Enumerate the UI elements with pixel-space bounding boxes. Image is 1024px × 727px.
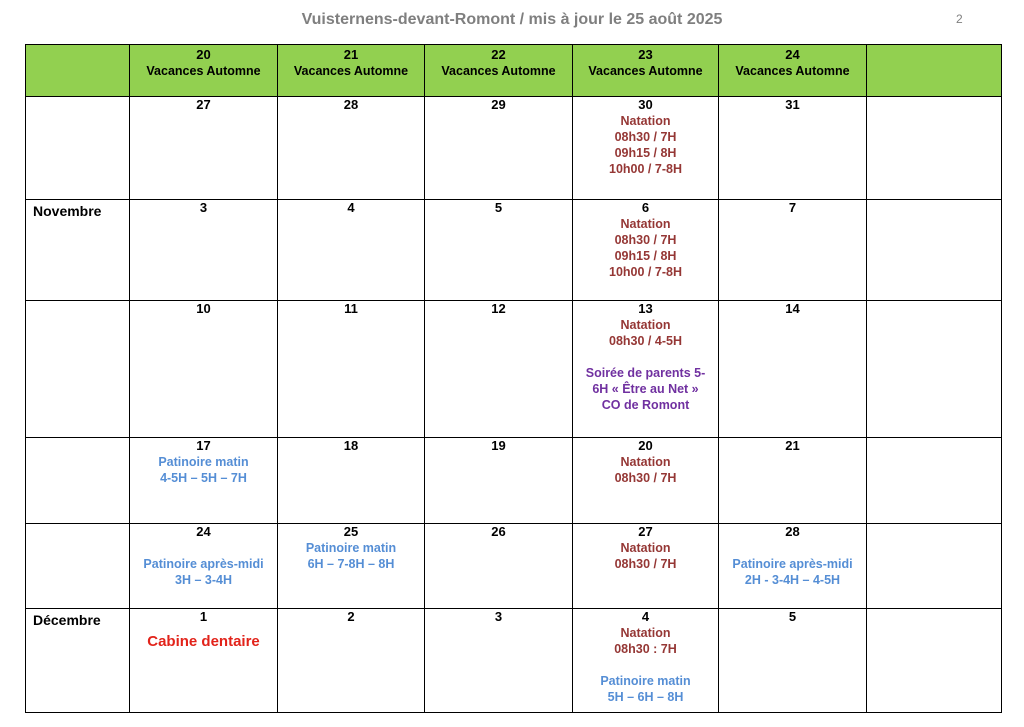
event-title: Patinoire matin (305, 541, 397, 555)
day-number: 4 (641, 609, 650, 624)
day-number: 19 (491, 438, 506, 453)
day-number: 28 (343, 97, 359, 112)
day-cell (425, 200, 573, 301)
day-number: 18 (343, 438, 359, 453)
day-number: 11 (344, 301, 358, 316)
day-number: 3 (199, 200, 208, 215)
natation-event (573, 113, 718, 177)
event-line: CO de Romont (601, 398, 690, 412)
empty-cell (867, 524, 1002, 609)
event-line: Soirée de parents 5- (585, 366, 706, 380)
day-number: 22 (491, 47, 506, 62)
day-number: 20 (638, 438, 653, 453)
event-line: 08h30 / 7H (614, 471, 677, 485)
event-title: Patinoire après-midi (732, 557, 853, 571)
day-number: 4 (347, 200, 355, 215)
week-row (26, 97, 1002, 200)
day-number: 6 (641, 200, 650, 215)
day-cell (573, 301, 719, 438)
skating-event (278, 540, 424, 572)
day-cell (425, 301, 573, 438)
day-number: 25 (343, 524, 359, 539)
empty-cell (867, 438, 1002, 524)
skating-event (130, 556, 277, 588)
day-cell (278, 97, 425, 200)
document-title: Vuisternens-devant-Romont / mis à jour le 25 août 2025 (301, 11, 723, 28)
event-line: 09h15 / 8H (614, 146, 677, 160)
natation-event (573, 454, 718, 486)
week-row (26, 609, 1002, 713)
day-cell (719, 200, 867, 301)
day-cell (425, 97, 573, 200)
day-cell (719, 438, 867, 524)
event-line: 3H – 3-4H (175, 573, 232, 587)
event-title: Patinoire matin (600, 674, 691, 688)
day-cell (130, 524, 278, 609)
event-title: Natation (620, 541, 671, 555)
parents-evening-event (573, 365, 718, 413)
holiday-cell (573, 45, 719, 97)
day-number: 12 (491, 301, 506, 316)
month-cell (26, 524, 130, 609)
day-cell (130, 97, 278, 200)
day-cell (278, 301, 425, 438)
day-number: 20 (196, 47, 211, 62)
day-cell (278, 609, 425, 713)
event-line: 08h30 / 7H (614, 557, 677, 571)
empty-cell (867, 609, 1002, 713)
event-title: Natation (620, 455, 671, 469)
day-cell (278, 524, 425, 609)
month-label-december: Décembre (26, 609, 130, 713)
event-line: 10h00 / 7-8H (609, 265, 682, 279)
day-number: 28 (785, 524, 800, 539)
day-number: 31 (785, 97, 800, 112)
day-number: 23 (638, 47, 653, 62)
day-cell (719, 97, 867, 200)
empty-cell (867, 97, 1002, 200)
day-cell (719, 609, 867, 713)
month-label-november: Novembre (26, 200, 130, 301)
day-cell (130, 301, 278, 438)
natation-event (573, 625, 718, 657)
day-cell (278, 438, 425, 524)
event-line: 08h30 / 7H (614, 233, 677, 247)
day-cell (425, 524, 573, 609)
day-number: 29 (491, 97, 506, 112)
month-cell (26, 438, 130, 524)
day-number: 24 (785, 47, 800, 62)
dental-event: Cabine dentaire (147, 633, 260, 650)
day-cell (719, 301, 867, 438)
day-cell (573, 524, 719, 609)
event-line: 6H « Être au Net » (592, 382, 699, 396)
event-line: 6H – 7-8H – 8H (307, 557, 395, 571)
event-title: Patinoire matin (158, 455, 249, 469)
event-title: Patinoire après-midi (143, 557, 264, 571)
day-number: 27 (196, 97, 211, 112)
day-cell (278, 200, 425, 301)
skating-event (130, 454, 277, 486)
day-number: 2 (347, 609, 355, 624)
day-number: 5 (788, 609, 797, 624)
holiday-label: Vacances Automne (146, 64, 261, 78)
day-number: 17 (196, 438, 211, 453)
skating-event (719, 556, 866, 588)
month-cell (26, 97, 130, 200)
day-cell (573, 609, 719, 713)
event-title: Natation (620, 114, 671, 128)
week-row (26, 438, 1002, 524)
day-cell (130, 200, 278, 301)
day-cell (573, 438, 719, 524)
event-line: 09h15 / 8H (614, 249, 677, 263)
holiday-row (26, 45, 1002, 97)
day-number: 7 (788, 200, 797, 215)
holiday-label: Vacances Automne (293, 64, 409, 78)
empty-cell (867, 301, 1002, 438)
natation-event (573, 540, 718, 572)
day-cell (573, 97, 719, 200)
day-number: 13 (638, 301, 653, 316)
day-number: 3 (494, 609, 503, 624)
holiday-cell (130, 45, 278, 97)
day-number: 21 (343, 47, 359, 62)
holiday-label: Vacances Automne (588, 64, 703, 78)
event-title: Natation (620, 217, 671, 231)
event-line: 5H – 6H – 8H (607, 690, 684, 704)
page-number: 2 (956, 12, 963, 26)
day-cell (719, 524, 867, 609)
event-line: 4-5H – 5H – 7H (160, 471, 247, 485)
holiday-label: Vacances Automne (735, 64, 850, 78)
week-row (26, 524, 1002, 609)
holiday-label: Vacances Automne (441, 64, 556, 78)
day-number: 27 (638, 524, 653, 539)
holiday-cell (278, 45, 425, 97)
day-cell (573, 200, 719, 301)
event-title: Natation (620, 318, 671, 332)
event-line: 2H - 3-4H – 4-5H (744, 573, 841, 587)
day-number: 21 (785, 438, 800, 453)
calendar-table (25, 44, 1002, 713)
event-title: Natation (620, 626, 671, 640)
day-number: 26 (491, 524, 506, 539)
holiday-cell (719, 45, 867, 97)
day-number: 10 (196, 301, 211, 316)
event-line: 08h30 : 7H (614, 642, 677, 656)
event-line: 08h30 / 7H (614, 130, 677, 144)
skating-event (573, 673, 718, 705)
day-number: 1 (199, 609, 208, 624)
month-cell (26, 301, 130, 438)
day-cell (130, 609, 278, 713)
week-row (26, 200, 1002, 301)
day-number: 5 (494, 200, 503, 215)
day-cell (425, 438, 573, 524)
day-cell (425, 609, 573, 713)
day-number: 30 (638, 97, 653, 112)
empty-cell (867, 200, 1002, 301)
day-cell (130, 438, 278, 524)
event-line: 08h30 / 4-5H (609, 334, 682, 348)
day-number: 14 (785, 301, 800, 316)
natation-event (573, 216, 718, 280)
week-row (26, 301, 1002, 438)
day-number: 24 (196, 524, 211, 539)
empty-cell (867, 45, 1002, 97)
empty-cell (26, 45, 130, 97)
event-line: 10h00 / 7-8H (609, 162, 682, 176)
natation-event (573, 317, 718, 349)
holiday-cell (425, 45, 573, 97)
